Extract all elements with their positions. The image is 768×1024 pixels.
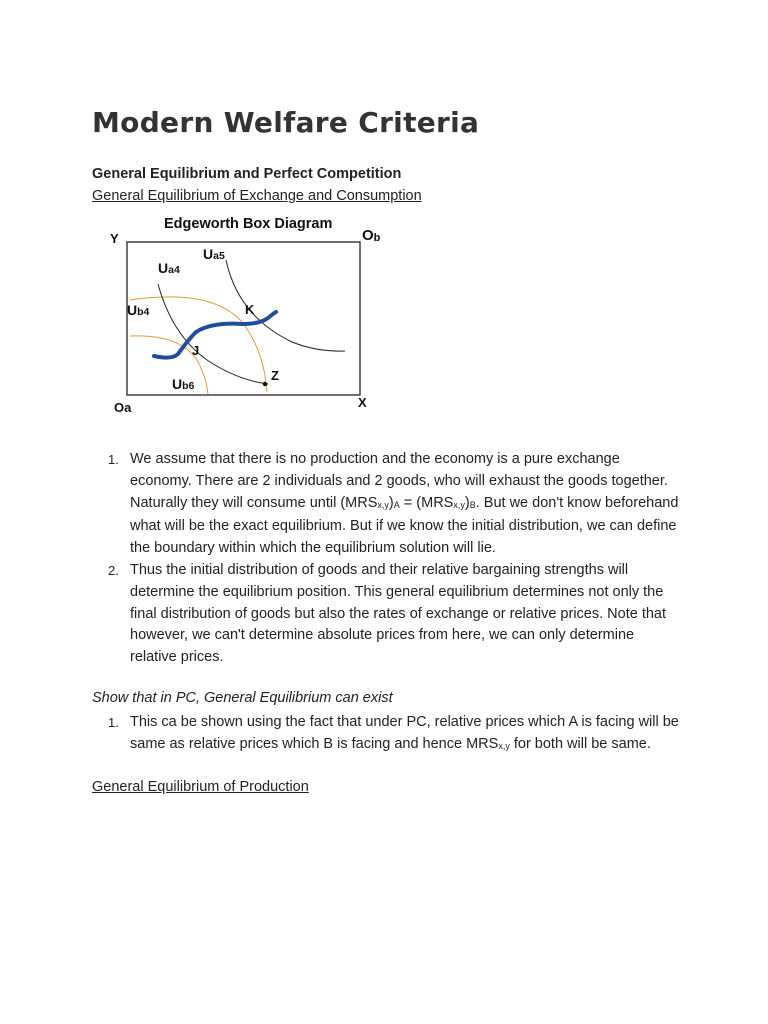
axis-label-y: Y [110,231,119,246]
point-label-j: J [192,343,200,358]
curve-label-ua5: Ua5 [203,246,225,262]
list-item-number: 1. [108,452,119,467]
axis-label-x: X [358,395,367,410]
indifference-curve-ua5 [226,260,345,351]
point-label-k: K [245,302,255,317]
subsection-exchange-link[interactable]: General Equilibrium of Exchange and Consumption [92,188,422,204]
list-item-text: We assume that there is no production and the economy is a pure exchange economy. There are 2 individuals and 2 goods, who will exhaust the goods together. Naturally they will consume until $(MRS_{x,y})_A = (MRS_{x,y})_B$. But we don't know beforehand what will be the exact equilibrium. But if we know the initial distribution, we can define the boundary within which the equilibrium solution will lie. [130,451,679,557]
curve-label-ub4: Ub4 [127,302,150,318]
section-heading: General Equilibrium and Perfect Competition [92,166,402,182]
pc-points-list [92,712,682,758]
list-item [92,449,682,560]
point-label-z: Z [271,368,279,383]
curve-label-ub6: Ub6 [172,376,195,392]
list-item-number: 1. [108,715,119,730]
diagram-title: Edgeworth Box Diagram [164,216,333,232]
italic-heading: Show that in PC, General Equilibrium can exist [92,690,393,706]
page-title: Modern Welfare Criteria [92,106,480,139]
indifference-curve-ua4 [158,284,268,384]
subsection-production-link[interactable]: General Equilibrium of Production [92,779,309,795]
curve-label-ua4: Ua4 [158,260,180,276]
list-item [92,560,682,669]
exchange-points-list [92,449,682,669]
origin-label-oa: Oa [114,400,132,415]
list-item [92,712,682,758]
list-item-number: 2. [108,562,119,578]
list-item-text: Thus the initial distribution of goods and their relative bargaining strengths will determine the equilibrium position. This general equilibrium determines not only the final distribution of goods but also the rates of exchange or relative prices. Note that however, we can't determine absolute prices from here, we can only determine relative prices. [130,561,667,666]
list-item-text: This ca be shown using the fact that under PC, relative prices which A is facing will be same as relative prices which B is facing and hence $MRS_{x,y}$ for both will be same. [130,714,679,752]
point-z-marker [263,382,267,386]
edgeworth-box-diagram [92,210,412,420]
origin-label-ob: Ob [362,227,381,244]
